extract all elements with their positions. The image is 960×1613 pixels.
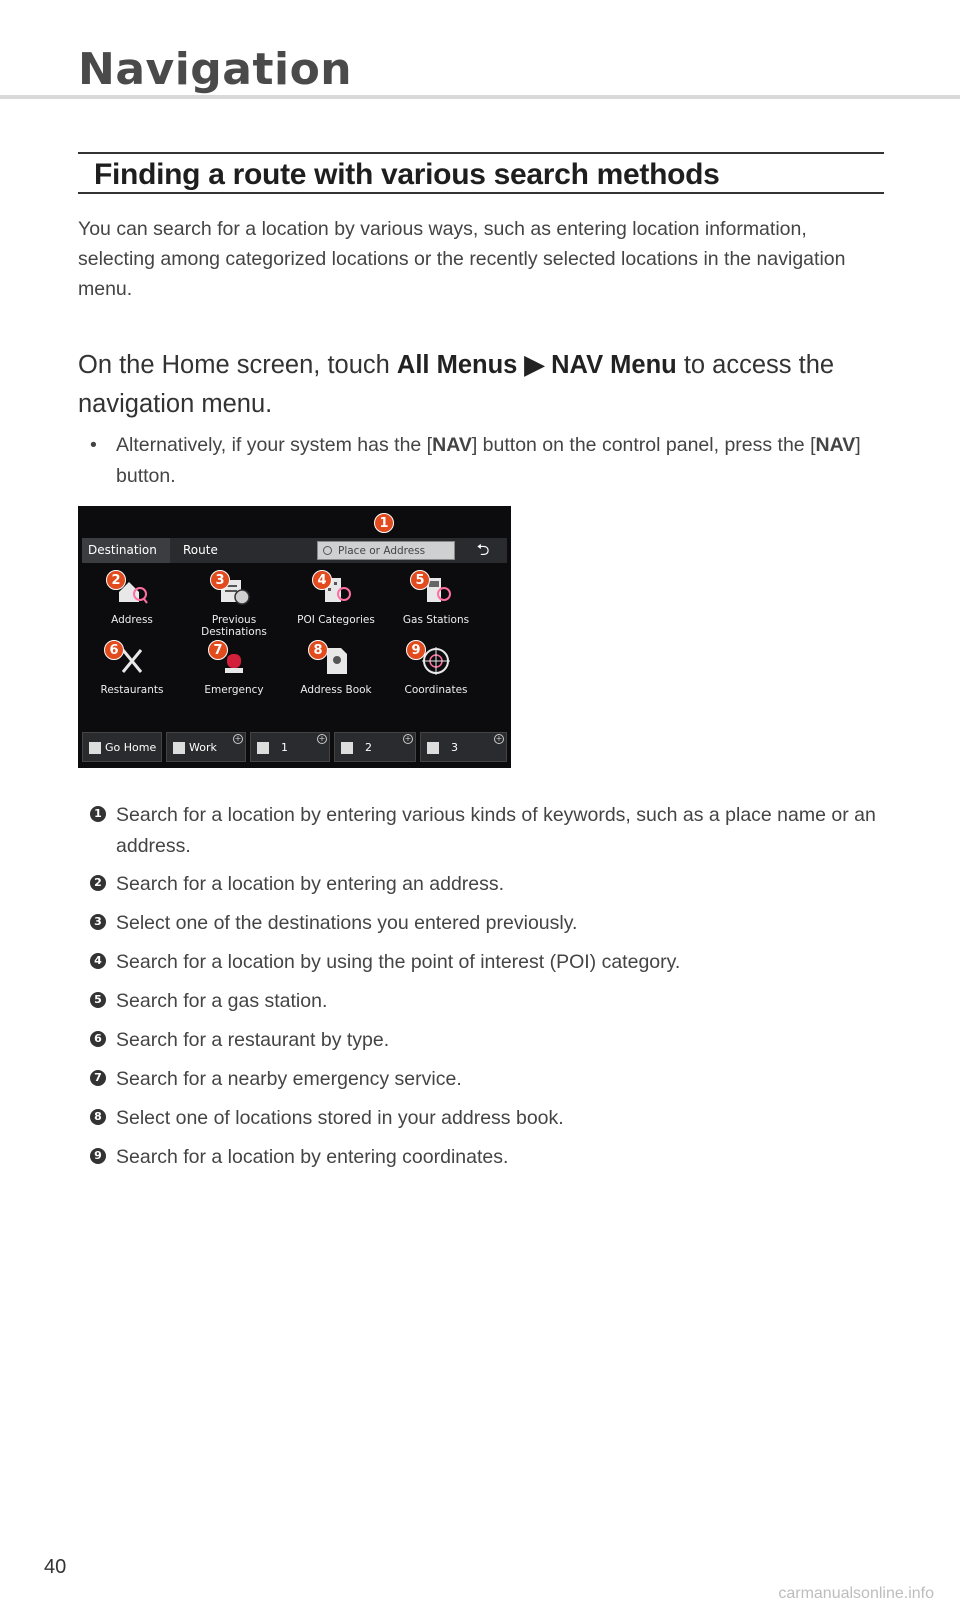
tile-emergency[interactable] [184,644,284,708]
search-input[interactable] [317,541,455,560]
search-placeholder: Place or Address [338,545,426,557]
callout-badge-8: 8 [308,640,328,660]
number-badge: 2 [90,875,106,891]
tile-label: Gas Stations [402,614,470,626]
section-header [78,152,884,194]
description-item [90,1103,890,1134]
star-pin-icon [427,742,439,754]
description-text: Search for a location by entering an address. [116,873,505,895]
instruction-paragraph [78,346,888,424]
tile-label: Coordinates [404,684,468,696]
callout-badge-3: 3 [210,570,230,590]
tab-destination[interactable]: Destination [82,538,170,563]
tab-bar [82,538,507,563]
callout-badge-2: 2 [106,570,126,590]
description-item [90,800,890,862]
bullet-text-a: Alternatively, if your system has the [ [116,434,433,456]
tile-gas-stations[interactable] [386,574,486,638]
number-badge: 4 [90,953,106,969]
tile-restaurants[interactable] [82,644,182,708]
callout-badge-1: 1 [374,513,394,533]
tile-label: Previous Destinations [201,614,267,638]
instruction-suffix: to access the navigation menu. [78,351,835,418]
tile-label: Emergency [204,684,264,696]
work-button[interactable] [166,732,246,762]
number-badge: 9 [90,1148,106,1164]
back-button[interactable]: ⮌ [476,542,490,559]
number-badge: 6 [90,1031,106,1047]
favorite-2-label: 2 [365,741,372,754]
nav-key: NAV [432,434,472,456]
tile-label: Address Book [300,684,372,696]
star-pin-icon [341,742,353,754]
description-item [90,1064,890,1095]
add-icon: + [495,734,503,743]
description-item [90,947,890,978]
favorite-3-button[interactable] [420,732,507,762]
description-item [90,908,890,939]
tile-label: Restaurants [100,684,164,696]
number-badge: 1 [90,806,106,822]
menu-all-menus: All Menus [396,351,518,379]
number-badge: 8 [90,1109,106,1125]
description-text: Search for a location by entering various kinds of keywords, such as a place name or an address. [116,804,876,857]
tile-address-book[interactable] [286,644,386,708]
favorite-1-label: 1 [281,741,288,754]
go-home-label: Go Home [105,741,157,754]
menu-nav-menu: NAV Menu [551,351,677,379]
alternative-bullet [90,430,880,492]
description-text: Search for a restaurant by type. [116,1029,390,1051]
callout-badge-6: 6 [104,640,124,660]
add-icon: + [234,734,242,743]
arrow-glyph: ▶ [517,351,552,379]
favorite-2-button[interactable] [334,732,416,762]
star-pin-icon [257,742,269,754]
callout-badge-4: 4 [312,570,332,590]
work-label: Work [189,741,217,754]
section-title: Finding a route with various search methods [94,158,720,191]
tile-label: POI Categories [297,614,375,626]
page-number: 40 [44,1556,67,1578]
nav-key-2: NAV [815,434,856,456]
description-item [90,1025,890,1056]
bullet-text-b: ] button on the control panel, press the [ [471,434,816,456]
description-item [90,869,890,900]
chapter-title: Navigation [78,44,353,95]
callout-badge-5: 5 [410,570,430,590]
chapter-divider [0,95,960,99]
search-icon [323,546,332,555]
description-item [90,1142,890,1173]
watermark: carmanualsonline.info [778,1585,934,1602]
favorite-3-label: 3 [451,741,458,754]
description-item [90,986,890,1017]
description-text: Select one of locations stored in your address book. [116,1107,564,1129]
tile-poi-categories[interactable] [286,574,386,638]
bullet-dot: • [90,434,97,456]
number-badge: 7 [90,1070,106,1086]
tile-label: Address [111,614,153,626]
tile-coordinates[interactable] [386,644,486,708]
callout-badge-7: 7 [208,640,228,660]
number-badge: 3 [90,914,106,930]
bottom-shortcut-bar [82,732,507,762]
tile-previous-destinations[interactable] [184,574,284,638]
description-text: Search for a location by entering coordinates. [116,1146,509,1168]
description-text: Search for a gas station. [116,990,328,1012]
tile-address[interactable] [82,574,182,638]
favorite-1-button[interactable] [250,732,330,762]
intro-paragraph: You can search for a location by various ways, such as entering location information, selecting among categorized locations or the recently selected locations in the navigation menu. [78,218,846,300]
nav-menu-screenshot [78,506,511,768]
go-home-button[interactable] [82,732,162,762]
bullet-text-c: ] button. [116,434,861,487]
callout-badge-9: 9 [406,640,426,660]
number-badge: 5 [90,992,106,1008]
add-icon: + [404,734,412,743]
instruction-prefix: On the Home screen, touch [78,351,397,379]
tab-route[interactable]: Route [183,543,218,557]
home-icon [89,742,101,754]
description-text: Select one of the destinations you entered previously. [116,912,578,934]
building-icon [173,742,185,754]
description-text: Search for a nearby emergency service. [116,1068,462,1090]
description-text: Search for a location by using the point of interest (POI) category. [116,951,681,973]
add-icon: + [318,734,326,743]
